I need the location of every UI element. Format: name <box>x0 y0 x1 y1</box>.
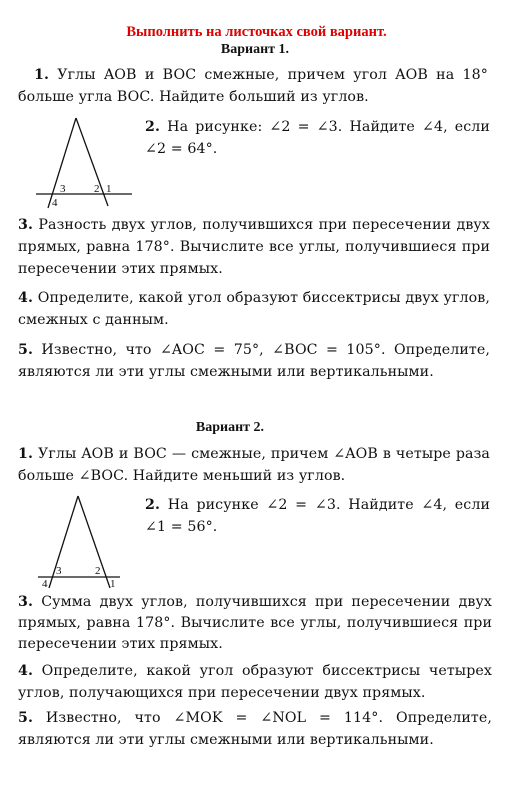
v1-angle-label-2: 2 <box>94 183 100 195</box>
v1-task-5 <box>18 339 490 383</box>
v1-task-3 <box>18 214 490 280</box>
task-text: Известно, что ∠AOC = 75°, ∠BOC = 105°. Определите, являются ли эти углы смежными или вертикальными. <box>18 342 490 380</box>
task-number: 4. <box>18 290 34 306</box>
v1-task-4 <box>18 287 490 331</box>
task-number: 2. <box>145 119 161 135</box>
task-text: Сумма двух углов, получившихся при пересечении двух прямых, равна 178°. Вычислите все углы, получившиеся при пересечении этих прямых. <box>18 594 492 652</box>
task-text: На рисунке: ∠2 = ∠3. Найдите ∠4, если ∠2 = 64°. <box>145 119 490 157</box>
task-text: Определите, какой угол образуют биссектрисы двух углов, смежных с данным. <box>18 290 490 328</box>
task-text: Определите, какой угол образуют биссектрисы четырех углов, получающихся при пересечении двух прямых. <box>18 663 492 701</box>
v1-task-1 <box>18 64 488 108</box>
task-text: Углы AOB и BOC смежные, причем угол AOB на 18° больше угла BOC. Найдите больший из углов. <box>18 67 488 105</box>
task-text: Известно, что ∠MOK = ∠NOL = 114°. Определите, являются ли эти углы смежными или вертикальными. <box>18 710 492 748</box>
v1-task-2 <box>145 116 490 160</box>
task-number: 3. <box>18 594 34 610</box>
v2-task-3 <box>18 592 492 655</box>
v2-angle-label-1: 1 <box>110 578 116 590</box>
task-text: На рисунке ∠2 = ∠3. Найдите ∠4, если ∠1 = 56°. <box>145 497 490 535</box>
v1-angle-label-4: 4 <box>52 197 58 209</box>
v1-angle-label-1: 1 <box>106 183 112 195</box>
task-text: Разность двух углов, получившихся при пересечении двух прямых, равна 178°. Вычислите все углы, получившиеся при пересечении этих прямых. <box>18 217 490 277</box>
v2-task-5 <box>18 707 492 751</box>
task-number: 2. <box>145 497 161 513</box>
variant-1-title: Вариант 1. <box>220 42 290 57</box>
task-number: 3. <box>18 217 34 233</box>
v2-angle-label-4: 4 <box>42 578 48 590</box>
v2-angle-label-3: 3 <box>56 565 62 577</box>
v2-task-4 <box>18 660 492 704</box>
task-number: 4. <box>18 663 34 679</box>
task-number: 5. <box>18 342 34 358</box>
task-number: 5. <box>18 710 34 726</box>
variant-2-title: Вариант 2. <box>195 420 265 435</box>
v2-task-2 <box>145 494 490 538</box>
v1-triangle-figure <box>36 112 136 212</box>
task-text: Углы AOB и BOC — смежные, причем ∠AOB в четыре раза больше ∠BOC. Найдите меньший из углов. <box>18 446 490 484</box>
task-number: 1. <box>18 446 34 462</box>
v1-angle-label-3: 3 <box>60 183 66 195</box>
task-number: 1. <box>34 67 50 83</box>
assignment-header: Выполнить на листочках свой вариант. <box>126 24 387 40</box>
v2-task-1 <box>18 443 490 487</box>
v2-angle-label-2: 2 <box>95 565 101 577</box>
v2-triangle-figure <box>36 490 136 590</box>
